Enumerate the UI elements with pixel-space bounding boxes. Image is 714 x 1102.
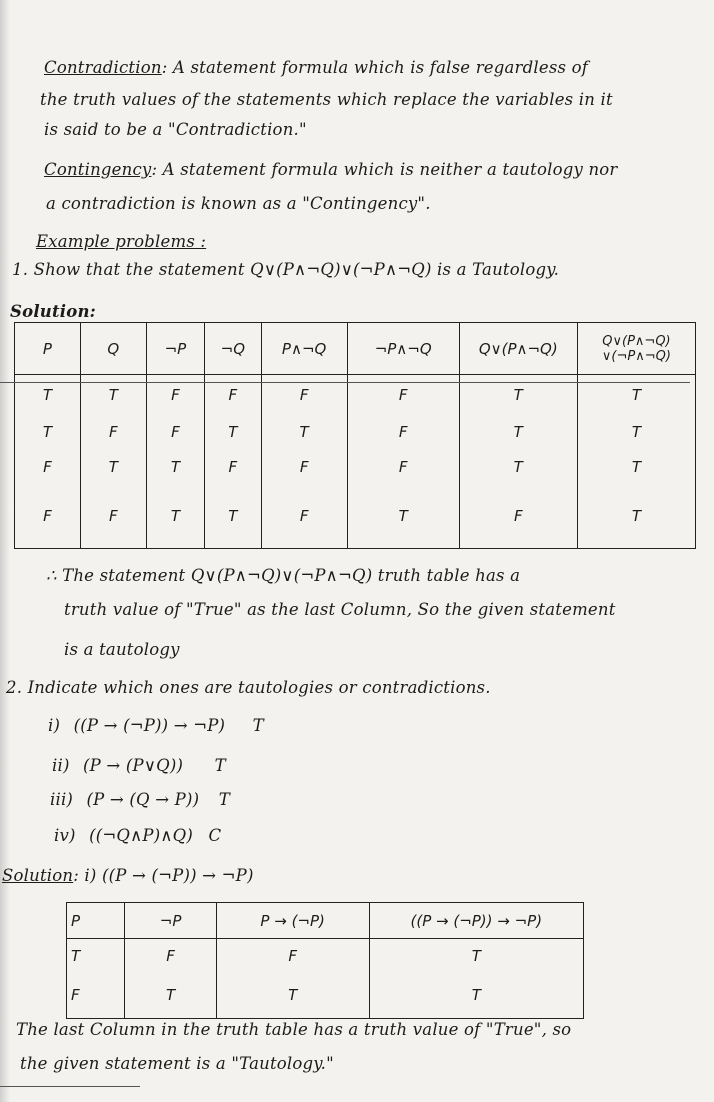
contradiction-term: Contradiction — [44, 58, 162, 77]
page-binding-edge — [0, 0, 10, 1102]
table-cell: F — [15, 449, 81, 485]
table-header-cell: Q — [80, 323, 146, 375]
table-cell: F — [80, 415, 146, 449]
table-cell: T — [205, 485, 261, 549]
table-cell: T — [67, 939, 125, 973]
problem-2-item: iv) ((¬Q∧P)∧Q) C — [54, 826, 222, 845]
table-cell: F — [80, 485, 146, 549]
table-cell: F — [459, 485, 577, 549]
table-cell: T — [577, 415, 695, 449]
table-cell: T — [459, 375, 577, 415]
table-row — [15, 485, 696, 549]
problem-1-conclusion-line-2: truth value of "True" as the last Column, So the given statement — [64, 600, 616, 619]
table-header-cell: ¬P∧¬Q — [347, 323, 459, 375]
contingency-definition-line-2: a contradiction is known as a "Contingency". — [46, 194, 431, 213]
table-cell: F — [261, 449, 347, 485]
table-cell: F — [261, 485, 347, 549]
table-row — [67, 939, 584, 973]
table-cell: F — [347, 449, 459, 485]
contingency-term: Contingency — [44, 160, 152, 179]
table-cell: F — [146, 375, 204, 415]
table-cell: T — [15, 415, 81, 449]
table-cell: T — [205, 415, 261, 449]
table-cell: F — [15, 485, 81, 549]
table-cell: T — [261, 415, 347, 449]
table-cell: T — [369, 939, 583, 973]
table-cell: F — [261, 375, 347, 415]
table-row — [15, 415, 696, 449]
table-header-rule — [0, 382, 690, 383]
item-answer: T — [214, 756, 226, 775]
table-cell: T — [80, 375, 146, 415]
table-cell: T — [459, 415, 577, 449]
contingency-definition-line-1: Contingency: A statement formula which is neither a tautology nor — [44, 160, 618, 179]
problem-2-conclusion-line-2: the given statement is a "Tautology." — [20, 1054, 334, 1073]
table-header-cell: ((P → (¬P)) → ¬P) — [369, 903, 583, 939]
footer-rule — [0, 1086, 140, 1087]
table-cell: T — [369, 973, 583, 1019]
table-cell: T — [15, 375, 81, 415]
problem-2-item: iii) (P → (Q → P)) T — [50, 790, 230, 809]
problem-2-solution-label: Solution — [2, 866, 74, 885]
table-header-cell: ¬P — [146, 323, 204, 375]
item-answer: C — [208, 826, 222, 845]
table-row — [15, 375, 696, 415]
table-cell: F — [146, 415, 204, 449]
contradiction-definition-line-2: the truth values of the statements which replace the variables in it — [40, 90, 613, 109]
table-cell: T — [125, 973, 216, 1019]
table-cell: T — [459, 449, 577, 485]
problem-1-solution-label: Solution: — [10, 302, 96, 321]
table-cell: F — [205, 449, 261, 485]
problem-2-conclusion-line-1: The last Column in the truth table has a truth value of "True", so — [16, 1020, 572, 1039]
table-cell: T — [80, 449, 146, 485]
table-header-cell: P∧¬Q — [261, 323, 347, 375]
problem-2-statement: 2. Indicate which ones are tautologies or contradictions. — [6, 678, 491, 697]
item-answer: T — [218, 790, 230, 809]
problem-2-truth-table — [66, 902, 584, 1019]
item-answer: T — [252, 716, 264, 735]
problem-1-conclusion-line-3: is a tautology — [64, 640, 180, 659]
contradiction-definition-line-1: Contradiction: A statement formula which is false regardless of — [44, 58, 589, 77]
table-cell: T — [146, 449, 204, 485]
truth-table-header-row — [15, 323, 696, 375]
table-header-cell: Q∨(P∧¬Q) — [459, 323, 577, 375]
truth-table-header-row — [67, 903, 584, 939]
table-row — [15, 449, 696, 485]
table-cell: F — [125, 939, 216, 973]
table-cell: F — [205, 375, 261, 415]
problem-1-conclusion-line-1: ∴ The statement Q∨(P∧¬Q)∨(¬P∧¬Q) truth table has a — [46, 566, 521, 585]
problem-2-solution-heading — [2, 866, 254, 885]
table-header-cell: P — [15, 323, 81, 375]
table-row — [67, 973, 584, 1019]
table-header-cell: P → (¬P) — [216, 903, 369, 939]
table-cell: T — [577, 449, 695, 485]
table-cell: T — [577, 375, 695, 415]
table-cell: T — [216, 973, 369, 1019]
table-cell: F — [216, 939, 369, 973]
table-cell: F — [347, 375, 459, 415]
contradiction-definition-line-3: is said to be a "Contradiction." — [44, 120, 307, 139]
problem-1-truth-table — [14, 322, 696, 549]
problem-2-item: ii) (P → (P∨Q)) T — [52, 756, 226, 775]
table-header-cell: Q∨(P∧¬Q) ∨(¬P∧¬Q) — [577, 323, 695, 375]
table-header-cell: ¬Q — [205, 323, 261, 375]
problem-2-solution-expr: : i) ((P → (¬P)) → ¬P) — [73, 866, 254, 885]
table-cell: F — [67, 973, 125, 1019]
table-cell: T — [577, 485, 695, 549]
table-cell: T — [146, 485, 204, 549]
problem-2-item: i) ((P → (¬P)) → ¬P) T — [48, 716, 264, 735]
table-header-cell: P — [67, 903, 125, 939]
problem-1-statement: 1. Show that the statement Q∨(P∧¬Q)∨(¬P∧¬Q) is a Tautology. — [12, 260, 560, 279]
table-header-cell: ¬P — [125, 903, 216, 939]
table-cell: T — [347, 485, 459, 549]
table-cell: F — [347, 415, 459, 449]
example-heading: Example problems : — [36, 232, 207, 251]
